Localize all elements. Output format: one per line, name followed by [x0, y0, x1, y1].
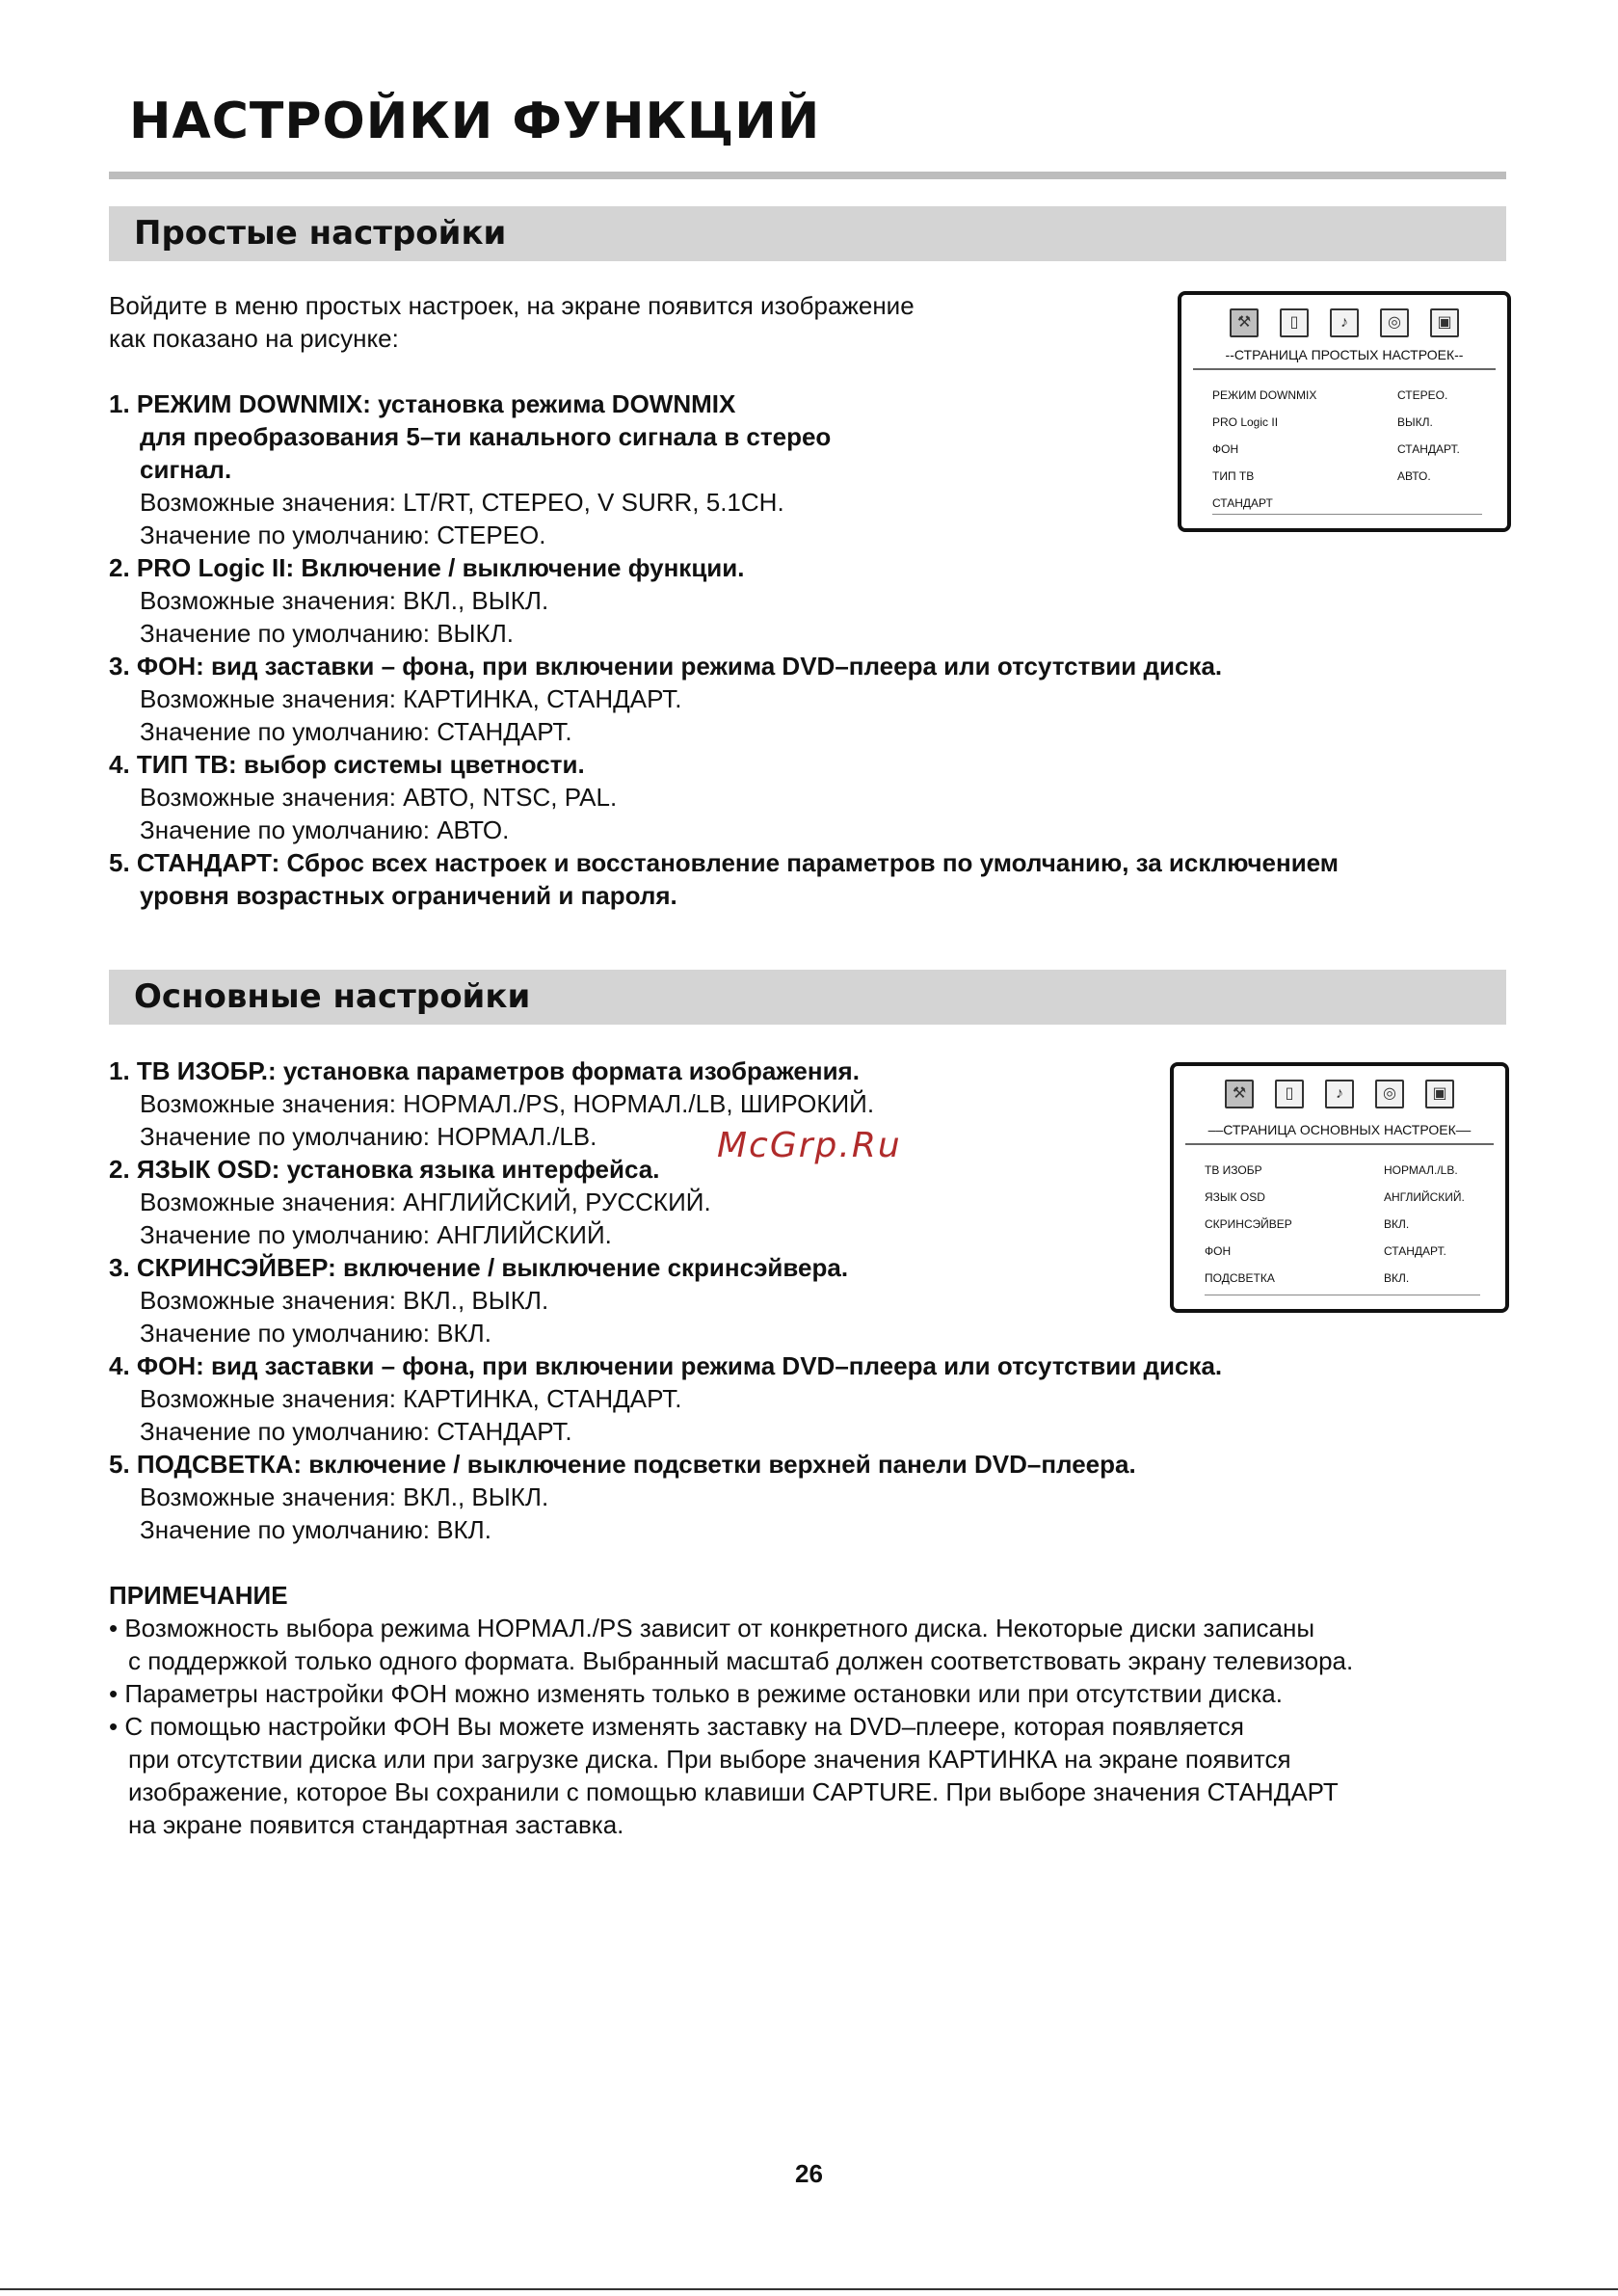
item-head: 5. ПОДСВЕТКА: включение / выключение подсветки верхней панели DVD–плеера. [109, 1450, 1136, 1479]
menu-row-label: СКРИНСЭЙВЕР [1205, 1217, 1292, 1231]
simple-item-tv-type [109, 748, 1497, 846]
item-possible: Возможные значения: КАРТИНКА, СТАНДАРТ. [140, 1384, 682, 1413]
menu-row [1212, 436, 1482, 463]
note-line: изображение, которое Вы сохранили с помощью клавиши CAPTURE. При выборе значения СТАНДАРТ [128, 1777, 1339, 1806]
menu-row-label: СТАНДАРТ [1212, 496, 1273, 510]
simple-settings-menu [1178, 291, 1511, 532]
page-title: НАСТРОЙКИ ФУНКЦИЙ [129, 93, 821, 150]
item-possible: Возможные значения: ВКЛ., ВЫКЛ. [140, 586, 549, 615]
menu-row-label: ФОН [1212, 442, 1239, 456]
menu-icon-bar [1181, 295, 1507, 337]
menu-row-label: ТВ ИЗОБР [1205, 1163, 1262, 1177]
menu-row [1212, 409, 1482, 436]
item-default: Значение по умолчанию: АНГЛИЙСКИЙ. [140, 1220, 612, 1249]
item-possible: Возможные значения: КАРТИНКА, СТАНДАРТ. [140, 684, 682, 713]
menu-row-value: ВКЛ. [1384, 1217, 1410, 1231]
simple-item-background [109, 650, 1497, 748]
menu-row [1212, 463, 1482, 490]
main-item-backlight [109, 1448, 1497, 1546]
picture-icon: ▣ [1430, 308, 1459, 337]
menu-row [1205, 1238, 1480, 1265]
menu-rows [1205, 1157, 1480, 1292]
note-bullet [109, 1710, 1497, 1841]
section-header-main [109, 970, 1506, 1025]
note-line: при отсутствии диска или при загрузке диска. При выборе значения КАРТИНКА на экране появится [128, 1745, 1291, 1774]
note-line: • Возможность выбора режима НОРМАЛ./PS зависит от конкретного диска. Некоторые диски записаны [109, 1614, 1315, 1642]
disc-icon: ◎ [1375, 1080, 1404, 1108]
bottom-border [0, 2288, 1618, 2290]
menu-row-value: ВЫКЛ. [1397, 415, 1433, 429]
note-title: ПРИМЕЧАНИЕ [109, 1581, 288, 1610]
item-head: 3. СКРИНСЭЙВЕР: включение / выключение скринсэйвера. [109, 1253, 849, 1282]
item-default: Значение по умолчанию: СТАНДАРТ. [140, 1417, 572, 1446]
note-line: с поддержкой только одного формата. Выбранный масштаб должен соответствовать экрану телевизора. [128, 1646, 1354, 1675]
menu-row-label: ЯЗЫК OSD [1205, 1190, 1265, 1204]
disc-icon: ◎ [1380, 308, 1409, 337]
item-head: 4. ТИП ТВ: выбор системы цветности. [109, 750, 585, 779]
audio-icon: ♪ [1325, 1080, 1354, 1108]
speaker-icon: ▯ [1275, 1080, 1304, 1108]
menu-icon-bar [1174, 1066, 1505, 1108]
item-head: для преобразования 5–ти канального сигнала в стерео [140, 422, 832, 451]
section-header-simple [109, 206, 1506, 261]
item-default: Значение по умолчанию: ВКЛ. [140, 1319, 491, 1348]
menu-row-value: АНГЛИЙСКИЙ. [1384, 1190, 1465, 1204]
menu-row [1205, 1157, 1480, 1184]
menu-row-label: ТИП ТВ [1212, 469, 1255, 483]
item-head: 5. СТАНДАРТ: Сброс всех настроек и восстановление параметров по умолчанию, за исключением [109, 848, 1339, 877]
item-possible: Возможные значения: НОРМАЛ./PS, НОРМАЛ./LB, ШИРОКИЙ. [140, 1089, 875, 1118]
menu-row-value: АВТО. [1397, 469, 1431, 483]
note-line: на экране появится стандартная заставка. [128, 1810, 624, 1839]
section-title-simple: Простые настройки [134, 214, 507, 253]
note-bullet [109, 1612, 1497, 1677]
menu-row-value: НОРМАЛ./LB. [1384, 1163, 1458, 1177]
simple-item-default [109, 846, 1497, 912]
item-head: сигнал. [140, 455, 232, 484]
note-line: • С помощью настройки ФОН Вы можете изменять заставку на DVD–плеере, которая появляется [109, 1712, 1244, 1741]
menu-heading: ––СТРАНИЦА ОСНОВНЫХ НАСТРОЕК–– [1185, 1122, 1494, 1145]
section-title-main: Основные настройки [134, 977, 531, 1016]
intro-line: Войдите в меню простых настроек, на экране появится изображение [109, 291, 915, 320]
picture-icon: ▣ [1425, 1080, 1454, 1108]
menu-row-label: ПОДСВЕТКА [1205, 1271, 1275, 1285]
speaker-icon: ▯ [1280, 308, 1309, 337]
item-default: Значение по умолчанию: ВЫКЛ. [140, 619, 514, 648]
main-item-background [109, 1349, 1497, 1448]
item-head: 1. РЕЖИМ DOWNMIX: установка режима DOWNMIX [109, 389, 736, 418]
menu-row-value: СТАНДАРТ. [1384, 1244, 1446, 1258]
wrench-icon: ⚒ [1230, 308, 1259, 337]
item-possible: Возможные значения: LT/RT, СТЕРЕО, V SURR, 5.1CH. [140, 488, 784, 517]
menu-heading: --СТРАНИЦА ПРОСТЫХ НАСТРОЕК-- [1193, 347, 1496, 370]
item-default: Значение по умолчанию: НОРМАЛ./LB. [140, 1122, 597, 1151]
simple-item-prologic [109, 551, 1497, 650]
item-head: 4. ФОН: вид заставки – фона, при включении режима DVD–плеера или отсутствии диска. [109, 1351, 1223, 1380]
item-head: уровня возрастных ограничений и пароля. [140, 881, 677, 910]
menu-row-value: ВКЛ. [1384, 1271, 1410, 1285]
menu-rows [1212, 382, 1482, 517]
watermark: McGrp.Ru [717, 1126, 902, 1165]
menu-row [1205, 1211, 1480, 1238]
item-head: 2. ЯЗЫК OSD: установка языка интерфейса. [109, 1155, 660, 1184]
item-possible: Возможные значения: ВКЛ., ВЫКЛ. [140, 1482, 549, 1511]
audio-icon: ♪ [1330, 308, 1359, 337]
menu-row [1205, 1184, 1480, 1211]
note-line: • Параметры настройки ФОН можно изменять только в режиме остановки или при отсутствии диска. [109, 1679, 1283, 1708]
page-number: 26 [795, 2159, 823, 2188]
menu-divider [1212, 514, 1482, 515]
item-possible: Возможные значения: ВКЛ., ВЫКЛ. [140, 1286, 549, 1315]
item-possible: Возможные значения: АВТО, NTSC, PAL. [140, 783, 618, 812]
note-bullet [109, 1677, 1497, 1710]
menu-row [1212, 490, 1482, 517]
menu-row-value: СТАНДАРТ. [1397, 442, 1460, 456]
intro-line: как показано на рисунке: [109, 324, 399, 353]
menu-row [1205, 1265, 1480, 1292]
wrench-icon: ⚒ [1225, 1080, 1254, 1108]
item-default: Значение по умолчанию: АВТО. [140, 815, 510, 844]
item-head: 2. PRO Logic II: Включение / выключение функции. [109, 553, 745, 582]
main-settings-menu [1170, 1062, 1509, 1313]
item-default: Значение по умолчанию: ВКЛ. [140, 1515, 491, 1544]
item-possible: Возможные значения: АНГЛИЙСКИЙ, РУССКИЙ. [140, 1188, 711, 1216]
item-default: Значение по умолчанию: СТЕРЕО. [140, 521, 546, 549]
menu-row-label: РЕЖИМ DOWNMIX [1212, 388, 1317, 402]
item-head: 1. ТВ ИЗОБР.: установка параметров формата изображения. [109, 1056, 860, 1085]
item-default: Значение по умолчанию: СТАНДАРТ. [140, 717, 572, 746]
item-head: 3. ФОН: вид заставки – фона, при включении режима DVD–плеера или отсутствии диска. [109, 652, 1223, 681]
menu-row-label: PRO Logic II [1212, 415, 1279, 429]
menu-row-value: СТЕРЕО. [1397, 388, 1448, 402]
menu-row-label: ФОН [1205, 1244, 1232, 1258]
menu-row [1212, 382, 1482, 409]
title-rule [109, 172, 1506, 179]
